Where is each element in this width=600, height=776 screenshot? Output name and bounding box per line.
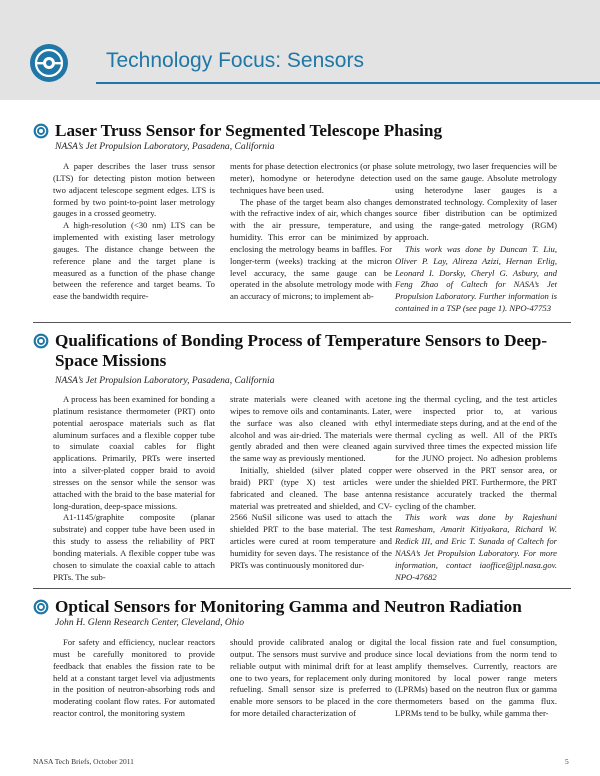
article-affiliation: NASA’s Jet Propulsion Laboratory, Pasadena, California	[55, 141, 275, 152]
column-3	[395, 637, 557, 720]
paragraph: the local fission rate and fuel consumption, since local deviations from the norm tend to amplify themselves. Currently, reactors are monitored by local power range meters (LPRMs) based on the neutron flux or gamma thermometers based on the gamma flux. LPRMs tend to be bulky, while gamma ther-	[395, 637, 557, 719]
section-divider	[33, 588, 571, 589]
article-title: Optical Sensors for Monitoring Gamma and Neutron Radiation	[55, 597, 522, 616]
nasa-bullet-icon	[33, 599, 49, 615]
paragraph: should provide calibrated analog or digital output. The sensors must survive and produce reliable output with minimal drift for at least one to two years, for replacement only during refueling. Small sensor size is preferred to enable more sensors to be placed in the core for more detailed characterization of	[230, 637, 392, 719]
section-divider	[33, 322, 571, 323]
article-title: Laser Truss Sensor for Segmented Telescope Phasing	[55, 121, 443, 140]
nasa-bullet-icon	[33, 123, 49, 139]
paragraph: The phase of the target beam also changes with the refractive index of air, which changes with the air pressure, temperature, and humidity. This error can be minimized by enclosing the metrology beams in baffles. For longer-term (weeks) tracking at the micron level accuracy, the same gauge can be operated in the absolute metrology mode with an accuracy of microns; to implement ab-	[230, 196, 392, 302]
column-3	[395, 394, 557, 584]
footer-publication: NASA Tech Briefs, October 2011	[33, 757, 134, 766]
paragraph: A high-resolution (<30 nm) LTS can be implemented with existing laser metrology gauges. The distance change between the reference plane and the target plane is measured as a function of the phase change between the reference and target beams. To ease the bandwidth require-	[53, 220, 215, 302]
page-title: Technology Focus: Sensors	[106, 49, 364, 72]
paragraph: ments for phase detection electronics (or phase meter), homodyne or heterodyne detection techniques have been used.	[230, 161, 392, 195]
article-title: Qualifications of Bonding Process of Temperature Sensors to Deep-Space Missions	[55, 331, 548, 370]
paragraph: solute metrology, two laser frequencies will be used on the same gauge. Absolute metrology using heterodyne laser gauges is a demonstrated technology. Complexity of laser source fiber distribution can be optimized using the range-gated metrology (RGM) approach.	[395, 161, 557, 243]
header-rule	[96, 82, 600, 84]
paragraph: Initially, shielded (silver plated copper braid) PRT (type X) test articles were fabricated and cleaned. The base antenna material was pretreated and shielded, and CV-2566 NuSil silicone was used to attach the shielded PRT to the base material. The test articles were cured at room temperature and humidity for seven days. The resistance of the PRTs was continuously monitored dur-	[230, 465, 392, 570]
column-2	[230, 637, 392, 720]
column-3	[395, 161, 557, 315]
column-1	[53, 637, 215, 720]
paragraph: A paper describes the laser truss sensor (LTS) for detecting piston motion between two adjacent telescope segment edges. LTS is formed by two point-to-point laser metrology gauges in a crossed geometry.	[53, 161, 215, 219]
page-number: 5	[565, 757, 569, 766]
column-1	[53, 394, 215, 584]
column-2	[230, 161, 392, 303]
article-credit: This work was done by Rajeshuni Ramesham, Amarit Kitiyakara, Richard W. Redick III, and Eric T. Sunada of Caltech for NASA’s Jet Propulsion Laboratory. For more information, contact iaoffice@jpl.nasa.gov. NPO-47682	[395, 512, 557, 582]
paragraph: For safety and efficiency, nuclear reactors must be carefully monitored to provide feedback that enables the fission rate to be held at a constant target level via adjustments in the position of neutron-absorbing rods and moderating coolant flow rates. For automated reactor control, the monitoring system	[53, 637, 215, 719]
nasa-globe-icon	[28, 42, 70, 84]
paragraph: A1-1145/graphite composite (planar substrate) and copper tube have been used in this study to assess the reliability of PRT bonding materials. A flexible copper tube was chosen to simulate the coaxial cable to attach PRTs. The sub-	[53, 512, 215, 582]
column-1	[53, 161, 215, 303]
article-affiliation: John H. Glenn Research Center, Cleveland, Ohio	[55, 617, 245, 628]
article-affiliation: NASA’s Jet Propulsion Laboratory, Pasadena, California	[55, 375, 275, 386]
nasa-bullet-icon	[33, 333, 49, 349]
paragraph: ing the thermal cycling, and the test articles were inspected prior to, at various intermediate steps during, and at the end of the thermal cycling as well. All of the PRTs survived three times the expected mission life for the JUNO project. No adhesion problems were observed in the PRT sensor area, or under the shielded PRT. Furthermore, the PRT resistance accurately tracked the thermal cycling of the chamber.	[395, 394, 557, 511]
paragraph: A process has been examined for bonding a platinum resistance thermometer (PRT) onto potential aerospace materials such as flat aluminum surfaces and a flexible copper tube to simulate coaxial cables for flight applications. Primarily, PRTs were inserted into a silver-plated copper braid to avoid stresses on the sensor while the sensor was attached with the braid to the base material for long-duration, deep-space missions.	[53, 394, 215, 511]
paragraph: strate materials were cleaned with acetone wipes to remove oils and contaminants. Later, the surface was also cleaned with ethyl alcohol and was air-dried. The materials were gently abraded and then were cleaned again the same way as previously mentioned.	[230, 394, 392, 464]
column-2	[230, 394, 392, 572]
article-credit: This work was done by Duncan T. Liu, Oliver P. Lay, Alireza Azizi, Hernan Erlig, Leonard I. Dorsky, Cheryl G. Asbury, and Feng Zhao of Caltech for NASA’s Jet Propulsion Laboratory. Further information is contained in a TSP (see page 1). NPO-47753	[395, 243, 557, 314]
